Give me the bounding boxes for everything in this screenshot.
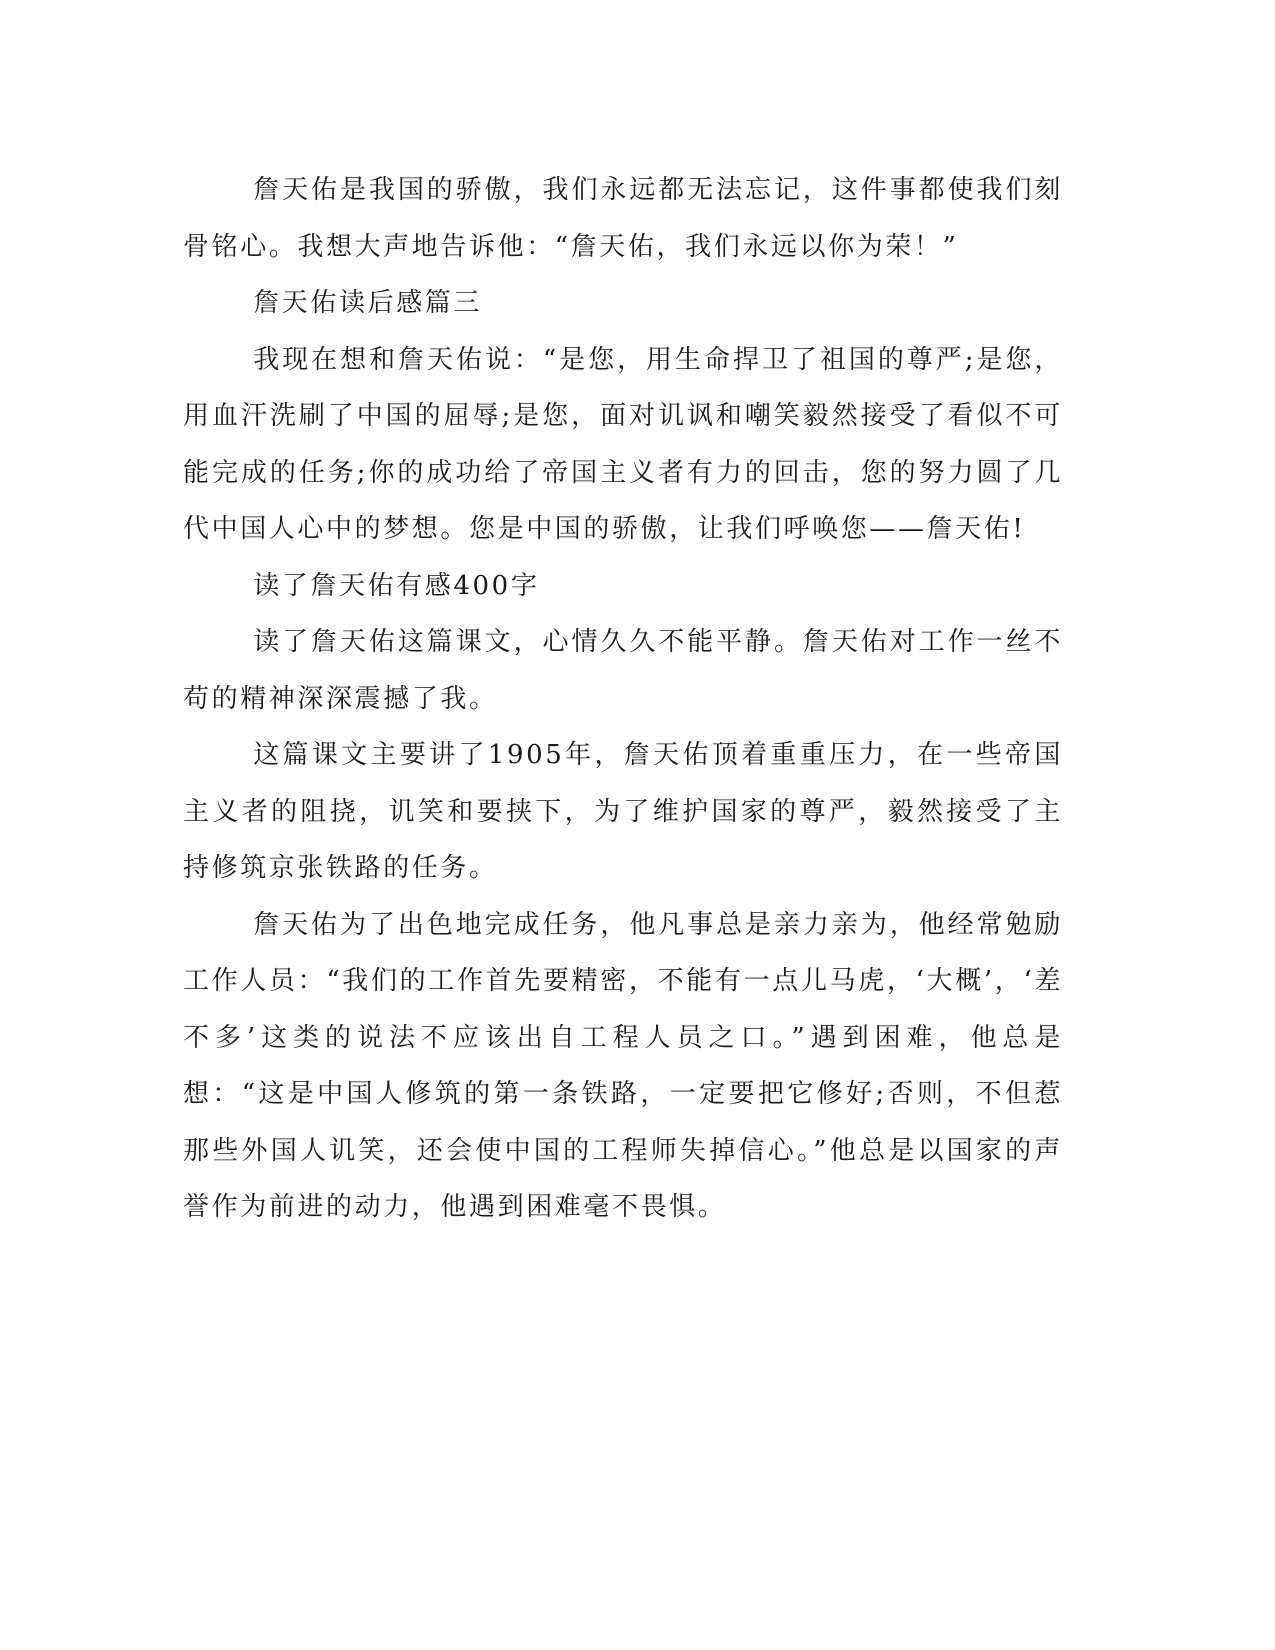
paragraph-intro: 读了詹天佑这篇课文，心情久久不能平静。詹天佑对工作一丝不苟的精神深深震撼了我。 <box>183 627 1063 714</box>
section-heading-400-words: 读了詹天佑有感400字 <box>253 570 540 601</box>
paragraph-tribute: 我现在想和詹天佑说：“是您，用生命捍卫了祖国的尊严;是您，用血汗洗刷了中国的屈辱;是您，面对讥讽和嘲笑毅然接受了看似不可能完成的任务;你的成功给了帝国主义者有力的回击，您的努力圆了几代中国人心中的梦想。您是中国的骄傲，让我们呼唤您——詹天佑! <box>183 344 1063 544</box>
paragraph-details: 詹天佑为了出色地完成任务，他凡事总是亲力亲为，他经常勉励工作人员：“我们的工作首先要精密，不能有一点儿马虎，‘大概’，‘差不多’这类的说法不应该出自工程人员之口。”遇到困难，他总是想：“这是中国人修筑的第一条铁路，一定要把它修好;否则，不但惹那些外国人讥笑，还会使中国的工程师失掉信心。”他总是以国家的声誉作为前进的动力，他遇到困难毫不畏惧。 <box>183 909 1063 1222</box>
paragraph-conclusion: 詹天佑是我国的骄傲，我们永远都无法忘记，这件事都使我们刻骨铭心。我想大声地告诉他：“詹天佑，我们永远以你为荣！” <box>183 175 1063 262</box>
section-heading-part-three: 詹天佑读后感篇三 <box>253 288 482 318</box>
document-body <box>183 162 1063 1236</box>
paragraph-summary: 这篇课文主要讲了1905年，詹天佑顶着重重压力，在一些帝国主义者的阻挠，讥笑和要挟下，为了维护国家的尊严，毅然接受了主持修筑京张铁路的任务。 <box>183 740 1063 883</box>
